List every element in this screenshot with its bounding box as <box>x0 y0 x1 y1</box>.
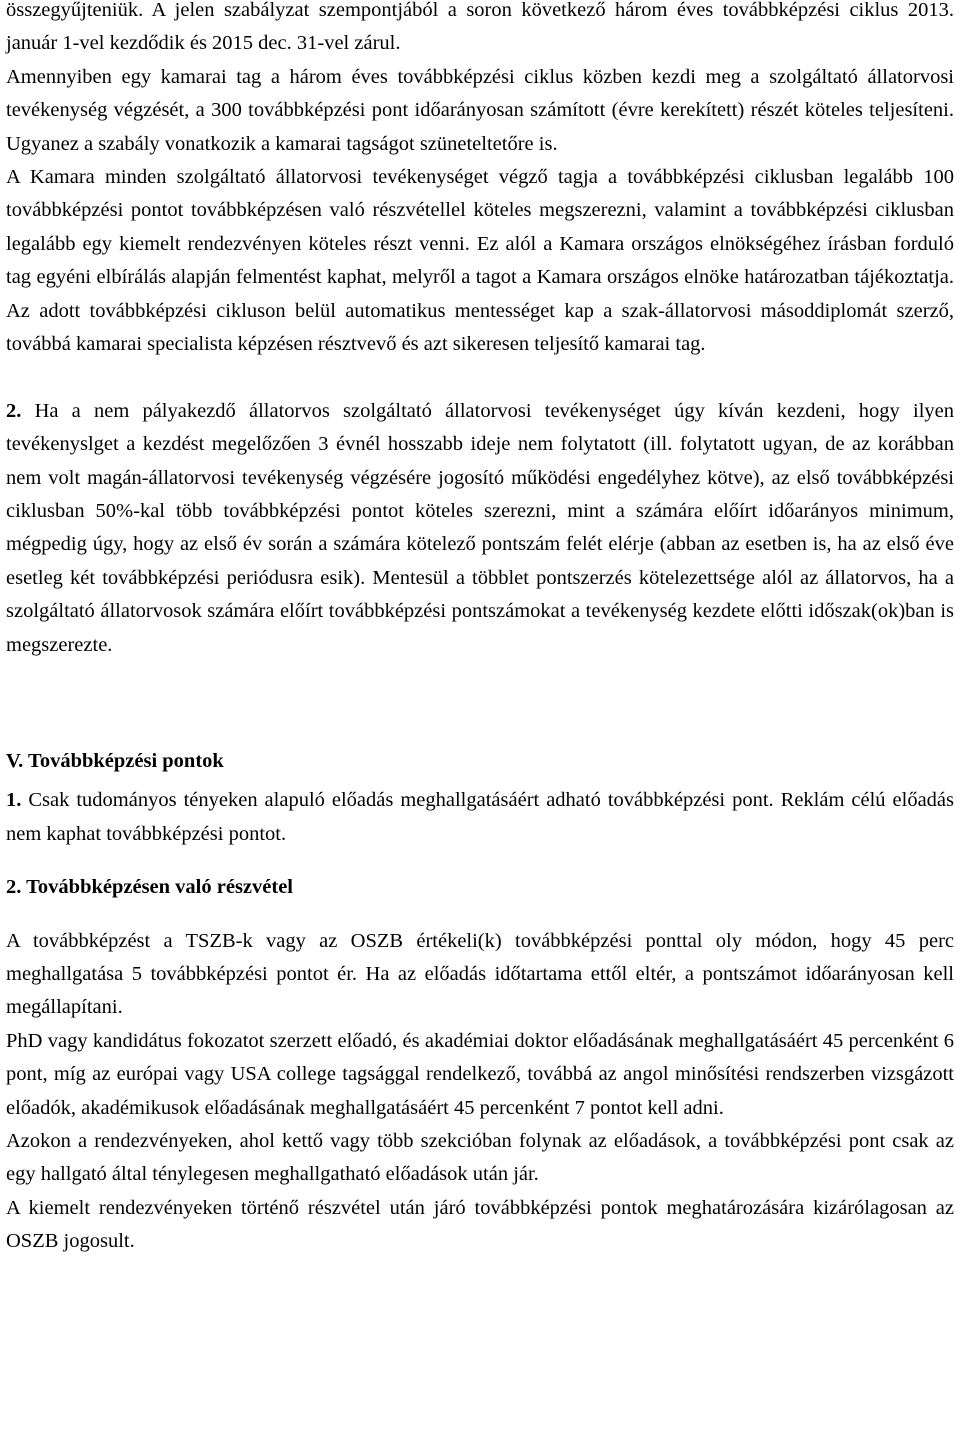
document-page <box>6 0 954 1259</box>
paragraph-highlighted-events: A kiemelt rendezvényeken történő részvétel után járó továbbképzési pontok meghatározására kizárólagosan az OSZB jogosult. <box>6 1196 954 1253</box>
paragraph-multi-section-events: Azokon a rendezvényeken, ahol kettő vagy több szekcióban folynak az előadások, a továbbképzési pont csak az egy hallgató által ténylegesen meghallgatható előadások után jár. <box>6 1129 954 1186</box>
paragraph-minimum-points: A Kamara minden szolgáltató állatorvosi tevékenységet végző tagja a továbbképzési ciklusban legalább 100 továbbképzési pontot továbbképzésen való részvétellel köteles megszerezni, valamint a továbbképzési ciklusban legalább egy kiemelt rendezvényen köteles részt venni. Ez alól a Kamara országos elnökségéhez írásban forduló tag egyéni elbírálás alapján felmentést kaphat, melyről a tagot a Kamara országos elnöke határozatban tájékoztatja. Az adott továbbképzési cikluson belül automatikus mentességet kap a szak-állatorvosi másoddiplomát szerző, továbbá kamarai specialista képzésen résztvevő és azt sikeresen teljesítő kamarai tag. <box>6 166 954 356</box>
paragraph-number: 1. <box>6 789 22 812</box>
paragraph-point-evaluation: A továbbképzést a TSZB-k vagy az OSZB értékeli(k) továbbképzési ponttal oly módon, hogy 45 perc meghallgatása 5 továbbképzési pontot ér. Ha az előadás időtartama ettől eltér, a pontszámot időarányosan kell megállapítani. <box>6 929 954 1019</box>
paragraph-lecturer-points: PhD vagy kandidátus fokozatot szerzett előadó, és akadémiai doktor előadásának meghallgatásáért 45 percenként 6 pont, míg az európai vagy USA college tagsággal rendelkező, továbbá az angol minősítési rendszerben vizsgázott előadók, akadémikusok előadásának meghallgatásáért 45 percenként 7 pontot kell adni. <box>6 1029 954 1119</box>
subsection-heading: 2. Továbbképzésen való részvétel <box>6 876 293 899</box>
paragraph-proportional-points: Amennyiben egy kamarai tag a három éves továbbképzési ciklus közben kezdi meg a szolgáltató állatorvosi tevékenység végzését, a 300 továbbképzési pont időarányosan számított (évre kerekített) részét köteles teljesíteni. Ugyanez a szabály vonatkozik a kamarai tagságot szüneteltetőre is. <box>6 65 954 155</box>
paragraph-scientific-lectures <box>6 784 954 851</box>
paragraph-text: Csak tudományos tényeken alapuló előadás meghallgatásáért adható továbbképzési pont. Reklám célú előadás nem kaphat továbbképzési pontot. <box>6 789 955 845</box>
paragraph-cycle-dates: összegyűjteniük. A jelen szabályzat szempontjából a soron következő három éves továbbképzési ciklus 2013. január 1-vel kezdődik és 2015 dec. 31-vel zárul. <box>6 0 954 55</box>
paragraph-number: 2. <box>6 399 22 422</box>
section-heading: V. Továbbképzési pontok <box>6 749 224 772</box>
paragraph-text: Ha a nem pályakezdő állatorvos szolgáltató állatorvosi tevékenységet úgy kíván kezdeni, hogy ilyen tevékenyslget a kezdést megelőzően 3 évnél hosszabb ideje nem folytatott (ill. folytatott ugyan, de az korábban nem volt magán-állatorvosi tevékenység végzésére jogosító működési engedélyhez kötve), az első továbbképzési ciklusban 50%-kal több továbbképzési pontot köteles szerezni, mint a számára előírt időarányos minimum, mégpedig úgy, hogy az első év során a számára kötelező pontszám felét elérje (abban az esetben is, ha az első éve esetleg két továbbképzési periódusra esik). Mentesül a többlet pontszerzés kötelezettsége alól az állatorvos, ha a szolgáltató állatorvosok számára előírt továbbképzési pontszámokat a tevékenység kezdete előtti időszak(ok)ban is megszerezte. <box>6 399 954 656</box>
paragraph-returning-vet <box>6 395 954 662</box>
